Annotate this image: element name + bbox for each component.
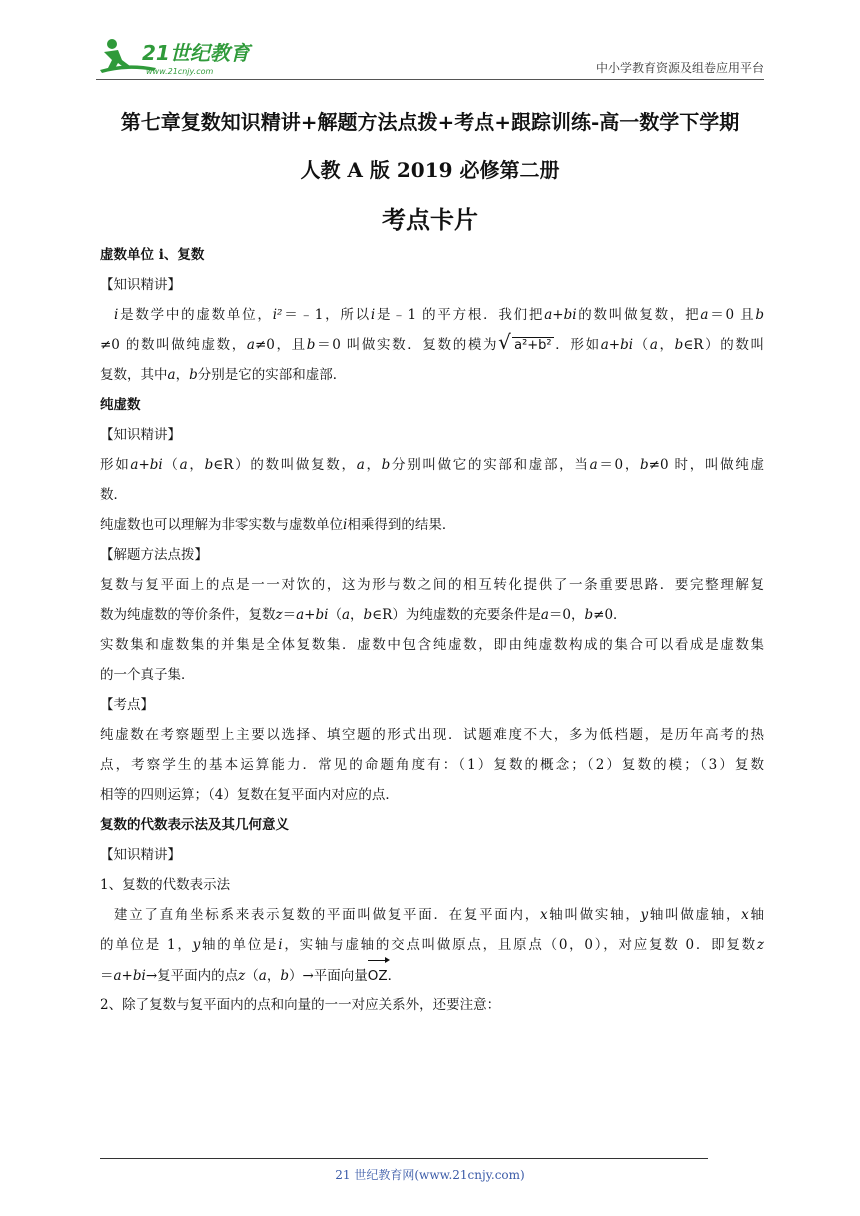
paragraph-line: 形如a+bi（a，b∈R）的数叫做复数，a，b分别叫做它的实部和虚部，当a＝0，b≠0 时，叫做纯虚 — [100, 457, 765, 473]
tag-exam-point: 【考点】 — [100, 697, 154, 713]
svg-text:www.21cnjy.com: www.21cnjy.com — [146, 67, 214, 76]
site-logo — [96, 36, 266, 78]
tag-knowledge: 【知识精讲】 — [100, 427, 181, 443]
paragraph-line: 复数与复平面上的点是一一对饮的，这为形与数之间的相互转化提供了一条重要思路．要完整理解复 — [100, 577, 764, 593]
footer-link[interactable]: 21 世纪教育网(www.21cnjy.com) — [335, 1168, 525, 1182]
paragraph-line: 点，考察学生的基本运算能力．常见的命题角度有：（1）复数的概念；（2）复数的模；（3）复数 — [100, 757, 764, 773]
list-item: 2、除了复数与复平面内的点和向量的一一对应关系外，还要注意： — [100, 997, 501, 1013]
section-title: 考点卡片 — [382, 205, 478, 234]
paragraph-line: 数． — [100, 487, 127, 503]
paragraph-line: 建立了直角坐标系来表示复数的平面叫做复平面．在复平面内，x轴叫做实轴，y轴叫做虚轴，x轴 — [114, 907, 765, 923]
paragraph-line: ≠0 的数叫做纯虚数，a≠0，且b＝0 叫做实数．复数的模为 √ a²+b² ．形如a+bi（a，b∈R）的数叫 — [100, 330, 764, 360]
paragraph-line: 复数，其中a，b分别是它的实部和虚部． — [100, 367, 347, 383]
footer-divider — [100, 1158, 708, 1159]
document-body — [100, 240, 764, 1020]
vector-oz: OZ — [368, 960, 388, 991]
tag-knowledge: 【知识精讲】 — [100, 277, 181, 293]
paragraph-line: 纯虚数在考察题型上主要以选择、填空题的形式出现．试题难度不大，多为低档题，是历年高考的热 — [100, 727, 764, 743]
paragraph-line: 相等的四则运算；（4）复数在复平面内对应的点． — [100, 787, 399, 803]
paragraph-line: ＝a+bi→复平面内的点z（a，b）→平面向量OZ． — [100, 960, 764, 990]
heading-pure-imaginary: 纯虚数 — [100, 397, 141, 413]
document-subtitle: 人教 A 版 2019 必修第二册 — [300, 158, 560, 182]
paragraph-line: 纯虚数也可以理解为非零实数与虚数单位i相乘得到的结果． — [100, 517, 456, 533]
paragraph-line: 实数集和虚数集的并集是全体复数集．虚数中包含纯虚数，即由纯虚数构成的集合可以看成是虚数集 — [100, 637, 764, 653]
document-title: 第七章复数知识精讲+解题方法点拨+考点+跟踪训练-高一数学下学期 — [120, 110, 740, 134]
header-platform-text: 中小学教育资源及组卷应用平台 — [595, 61, 764, 75]
page-header — [96, 36, 764, 80]
sqrt-formula: √ a²+b² — [498, 330, 552, 354]
svg-text:21世纪教育: 21世纪教育 — [142, 41, 250, 65]
paragraph-line: 的一个真子集． — [100, 667, 195, 683]
tag-method: 【解题方法点拨】 — [100, 547, 208, 563]
list-item: 1、复数的代数表示法 — [100, 877, 231, 893]
heading-algebraic-form: 复数的代数表示法及其几何意义 — [100, 817, 289, 833]
heading-imaginary-unit: 虚数单位 i、复数 — [100, 247, 205, 263]
header-divider — [96, 79, 764, 80]
paragraph-line: i是数学中的虚数单位，i²＝﹣1，所以i是﹣1 的平方根．我们把a+bi的数叫做复数，把a＝0 且b — [114, 307, 765, 323]
paragraph-line: 的单位是 1，y轴的单位是i，实轴与虚轴的交点叫做原点，且原点（0，0），对应复数 0．即复数z — [100, 937, 764, 953]
paragraph-line: 数为纯虚数的等价条件，复数z＝a+bi（a，b∈R）为纯虚数的充要条件是a＝0，b≠0． — [100, 607, 627, 623]
tag-knowledge: 【知识精讲】 — [100, 847, 181, 863]
